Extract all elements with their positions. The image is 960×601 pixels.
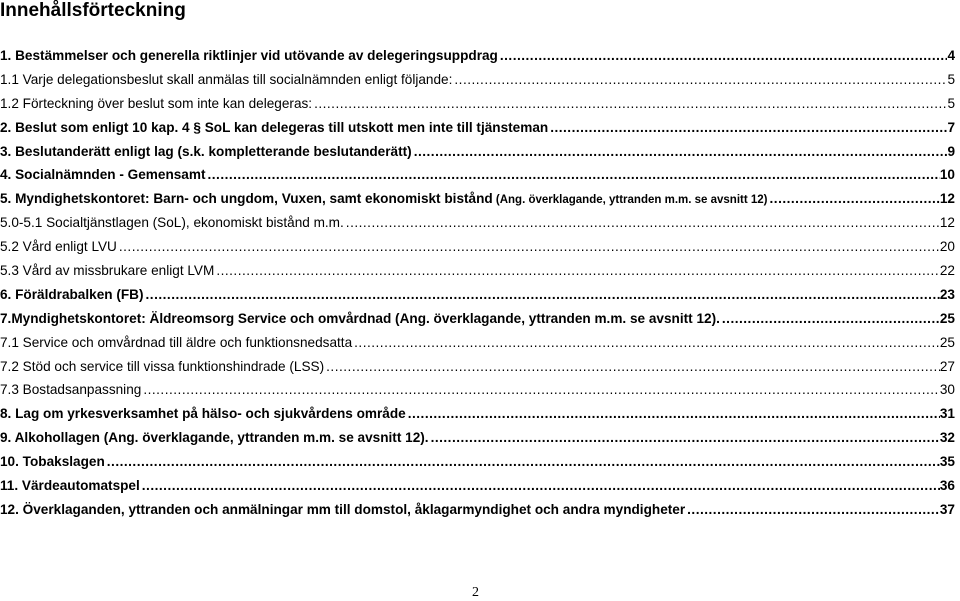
dot-leader <box>214 259 940 283</box>
toc-entry-title <box>0 402 406 426</box>
toc-entry-title <box>0 307 720 331</box>
dot-leader <box>452 68 947 92</box>
toc-entry-note: (Ang. överklagande, yttranden m.m. se avsnitt 12) <box>492 194 768 207</box>
toc-entry[interactable] <box>0 498 955 522</box>
toc-entry-text: 1. Bestämmelser och generella riktlinjer vid utövande av delegeringsuppdrag <box>0 48 498 63</box>
toc-page-number: 7 <box>947 119 955 135</box>
toc-entry-title <box>0 140 412 164</box>
toc-page-number: 25 <box>939 334 955 350</box>
toc-page-number: 35 <box>939 454 955 470</box>
toc-page-number: 9 <box>947 143 955 159</box>
toc-entry-text: 10. Tobakslagen <box>0 454 105 470</box>
toc-entry[interactable] <box>0 474 955 498</box>
toc-entry-title <box>0 211 344 235</box>
toc-entry-title <box>0 44 498 68</box>
dot-leader <box>685 498 940 522</box>
toc-page-number: 27 <box>939 358 955 374</box>
toc-entry-text: 5.3 Vård av missbrukare enligt LVM <box>0 263 215 279</box>
toc-entry-title <box>0 235 117 259</box>
toc-entry[interactable] <box>0 426 955 450</box>
table-of-contents <box>0 44 955 522</box>
dot-leader <box>324 355 940 379</box>
toc-page-number: 30 <box>939 382 955 398</box>
toc-entry-title <box>0 331 352 355</box>
toc-entry[interactable] <box>0 283 955 307</box>
toc-entry-title <box>0 116 548 140</box>
toc-entry[interactable] <box>0 140 955 164</box>
toc-entry-title <box>0 355 324 379</box>
page-title: Innehållsförteckning <box>0 0 186 21</box>
toc-entry-title <box>0 283 144 307</box>
toc-entry-title <box>0 259 214 283</box>
toc-page-number: 31 <box>939 406 955 422</box>
toc-entry-title <box>0 450 105 474</box>
dot-leader <box>768 187 940 211</box>
toc-page-number: 22 <box>939 263 955 279</box>
dot-leader <box>141 378 940 402</box>
dot-leader <box>498 44 948 68</box>
toc-entry-text: 11. Värdeautomatspel <box>0 478 140 494</box>
toc-entry-text: 5.2 Vård enligt LVU <box>0 239 117 255</box>
toc-page-number: 4 <box>947 48 955 63</box>
toc-entry-title <box>0 92 312 116</box>
toc-entry-text: 2. Beslut som enligt 10 kap. 4 § SoL kan delegeras till utskott men inte till tjänsteman <box>0 119 549 135</box>
dot-leader <box>105 450 940 474</box>
toc-page-number: 5 <box>947 95 955 111</box>
toc-entry[interactable] <box>0 211 955 235</box>
toc-entry-text: 3. Beslutanderätt enligt lag (s.k. kompletterande beslutanderätt) <box>0 143 412 159</box>
toc-entry-text: 9. Alkohollagen (Ang. överklagande, yttranden m.m. se avsnitt 12). <box>0 430 429 446</box>
toc-entry[interactable] <box>0 402 955 426</box>
toc-entry[interactable] <box>0 355 955 379</box>
toc-entry-text: 7.Myndighetskontoret: Äldreomsorg Service och omvårdnad (Ang. överklagande, yttranden m.m. se avsnitt 12). <box>0 310 720 326</box>
toc-page-number: 25 <box>939 310 955 326</box>
dot-leader <box>205 163 939 187</box>
toc-entry-text: 5.0-5.1 Socialtjänstlagen (SoL), ekonomiskt bistånd m.m. <box>0 215 344 231</box>
toc-entry-text: 1.2 Förteckning över beslut som inte kan delegeras: <box>0 95 313 111</box>
toc-entry-text: 1.1 Varje delegationsbeslut skall anmälas till socialnämnden enligt följande: <box>0 71 453 87</box>
toc-page-number: 20 <box>939 239 955 255</box>
toc-entry-text: 7.3 Bostadsanpassning <box>0 382 142 398</box>
toc-entry-text: 7.1 Service och omvårdnad till äldre och funktionsnedsatta <box>0 334 353 350</box>
dot-leader <box>144 283 940 307</box>
toc-entry-title <box>0 187 768 213</box>
dot-leader <box>720 307 940 331</box>
toc-page-number: 23 <box>939 286 955 302</box>
toc-page-number: 37 <box>939 501 955 517</box>
toc-page-number: 5 <box>947 71 955 87</box>
dot-leader <box>117 235 940 259</box>
dot-leader <box>548 116 947 140</box>
dot-leader <box>352 331 940 355</box>
dot-leader <box>429 426 940 450</box>
toc-entry[interactable] <box>0 259 955 283</box>
toc-entry-text: 7.2 Stöd och service till vissa funktionshindrade (LSS) <box>0 358 325 374</box>
toc-entry[interactable] <box>0 68 955 92</box>
toc-page-number: 36 <box>939 478 955 494</box>
toc-entry-title <box>0 378 141 402</box>
toc-entry-title <box>0 498 685 522</box>
toc-entry-title <box>0 474 140 498</box>
toc-entry[interactable] <box>0 92 955 116</box>
toc-entry-text: 8. Lag om yrkesverksamhet på hälso- och sjukvårdens område <box>0 406 406 422</box>
toc-entry[interactable] <box>0 187 955 211</box>
toc-page-number: 12 <box>939 191 955 207</box>
toc-entry[interactable] <box>0 44 955 68</box>
toc-entry-title <box>0 426 429 450</box>
page-number: 2 <box>472 585 479 600</box>
dot-leader <box>312 92 947 116</box>
toc-page-number: 10 <box>939 167 955 183</box>
toc-entry[interactable] <box>0 331 955 355</box>
toc-entry-text: 5. Myndighetskontoret: Barn- och ungdom, Vuxen, samt ekonomiskt bistånd <box>0 191 493 207</box>
toc-entry-title <box>0 163 205 187</box>
toc-entry[interactable] <box>0 307 955 331</box>
toc-entry-title <box>0 68 452 92</box>
dot-leader <box>406 402 940 426</box>
toc-entry[interactable] <box>0 163 955 187</box>
toc-entry[interactable] <box>0 450 955 474</box>
toc-entry-text: 4. Socialnämnden - Gemensamt <box>0 167 206 183</box>
dot-leader <box>344 211 940 235</box>
toc-page-number: 12 <box>939 215 955 231</box>
toc-entry-text: 12. Överklaganden, yttranden och anmälningar mm till domstol, åklagarmyndighet och andra myndigheter <box>0 501 686 517</box>
dot-leader <box>412 140 948 164</box>
toc-page-number: 32 <box>939 430 955 446</box>
toc-entry[interactable] <box>0 235 955 259</box>
dot-leader <box>140 474 940 498</box>
toc-entry[interactable] <box>0 378 955 402</box>
toc-entry[interactable] <box>0 116 955 140</box>
toc-entry-text: 6. Föräldrabalken (FB) <box>0 286 144 302</box>
